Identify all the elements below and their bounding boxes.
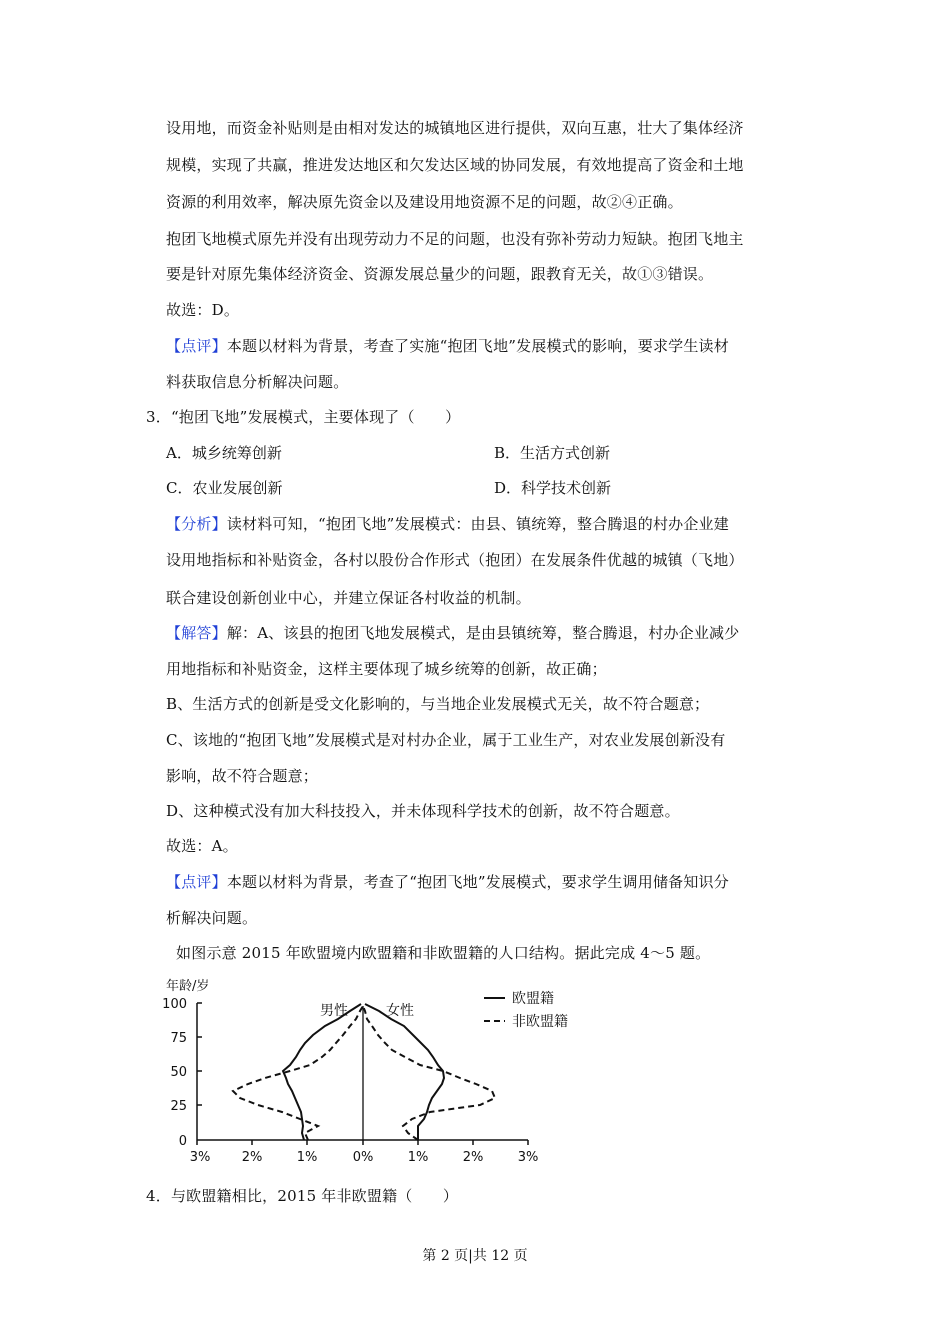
analysis-tag: 【分析】 xyxy=(166,515,227,533)
svg-text:100: 100 xyxy=(162,997,187,1012)
explanation-line: 资源的利用效率，解决原先资金以及建设用地资源不足的问题，故②④正确。 xyxy=(166,193,683,211)
explanation-line: 规模，实现了共赢，推进发达地区和欠发达区域的协同发展，有效地提高了资金和土地 xyxy=(166,156,744,174)
x-axis-ticks xyxy=(190,1150,539,1165)
answer-line: C、该地的“抱团飞地”发展模式是对村办企业，属于工业生产，对农业发展创新没有 xyxy=(166,731,726,749)
question-3-stem: 3．“抱团飞地”发展模式，主要体现了（ ） xyxy=(146,408,461,426)
page-footer: 第 2 页|共 12 页 xyxy=(422,1248,528,1264)
svg-text:50: 50 xyxy=(170,1065,187,1080)
comment-tag: 【点评】 xyxy=(166,873,227,891)
answer-choice-line: 故选：A。 xyxy=(166,837,238,855)
analysis-line: 设用地指标和补贴资金，各村以股份合作形式（抱团）在发展条件优越的城镇（飞地） xyxy=(166,551,744,569)
svg-text:2%: 2% xyxy=(241,1150,263,1165)
answer-line: D、这种模式没有加大科技投入，并未体现科学技术的创新，故不符合题意。 xyxy=(166,802,680,820)
eu-female-line xyxy=(365,1004,444,1140)
answer-line: B、生活方式的创新是受文化影响的，与当地企业发展模式无关，故不符合题意； xyxy=(166,695,710,713)
explanation-line: 抱团飞地模式原先并没有出现劳动力不足的问题，也没有弥补劳动力短缺。抱团飞地主 xyxy=(166,230,744,248)
svg-text:2%: 2% xyxy=(462,1150,484,1165)
option-c: C．农业发展创新 xyxy=(166,479,283,497)
comment-tag: 【点评】 xyxy=(166,337,227,355)
svg-text:75: 75 xyxy=(170,1031,187,1046)
legend-eu: 欧盟籍 xyxy=(512,991,554,1007)
svg-text:1%: 1% xyxy=(407,1150,429,1165)
non-eu-female-line xyxy=(363,1006,495,1140)
intro-4-5: 如图示意 2015 年欧盟境内欧盟籍和非欧盟籍的人口结构。据此完成 4～5 题。 xyxy=(176,944,711,962)
q2-comment xyxy=(166,336,729,356)
option-b: B．生活方式创新 xyxy=(494,444,611,462)
option-a: A．城乡统筹创新 xyxy=(166,444,282,462)
comment-text: 本题以材料为背景，考查了“抱团飞地”发展模式，要求学生调用储备知识分 xyxy=(226,873,729,891)
y-axis-ticks xyxy=(162,997,187,1149)
answer-line: 影响，故不符合题意； xyxy=(166,767,319,785)
svg-text:3%: 3% xyxy=(189,1150,211,1165)
eu-male-line xyxy=(283,1004,361,1140)
option-d: D．科学技术创新 xyxy=(494,479,612,497)
legend xyxy=(484,991,568,1030)
non-eu-male-line xyxy=(233,1006,363,1140)
svg-text:25: 25 xyxy=(170,1099,187,1114)
svg-text:0%: 0% xyxy=(352,1150,374,1165)
explanation-line: 设用地，而资金补贴则是由相对发达的城镇地区进行提供，双向互惠，壮大了集体经济 xyxy=(166,119,744,137)
q2-comment-cont: 料获取信息分析解决问题。 xyxy=(166,373,349,391)
y-axis-label: 年龄/岁 xyxy=(166,979,210,994)
answer-tag: 【解答】 xyxy=(166,624,227,642)
answer-choice-line: 故选：D。 xyxy=(166,301,240,319)
answer-line: 用地指标和补贴资金，这样主要体现了城乡统筹的创新，故正确； xyxy=(166,660,607,678)
analysis-text: 读材料可知，“抱团飞地”发展模式：由县、镇统筹，整合腾退的村办企业建 xyxy=(226,515,729,533)
answer-text: 解：A、该县的抱团飞地发展模式，是由县镇统筹，整合腾退，村办企业减少 xyxy=(226,624,740,642)
svg-text:3%: 3% xyxy=(517,1150,539,1165)
svg-text:0: 0 xyxy=(178,1134,187,1149)
q3-analysis xyxy=(166,514,729,534)
question-4-stem: 4．与欧盟籍相比，2015 年非欧盟籍（ ） xyxy=(146,1187,459,1205)
analysis-line: 联合建设创新创业中心，并建立保证各村收益的机制。 xyxy=(166,589,531,607)
q3-comment xyxy=(166,872,729,892)
male-label: 男性 xyxy=(320,1003,348,1019)
comment-line: 析解决问题。 xyxy=(166,909,258,927)
female-label: 女性 xyxy=(386,1003,414,1019)
svg-text:1%: 1% xyxy=(296,1150,318,1165)
comment-text: 本题以材料为背景，考查了实施“抱团飞地”发展模式的影响，要求学生读材 xyxy=(226,337,729,355)
legend-non-eu: 非欧盟籍 xyxy=(512,1014,568,1030)
explanation-line: 要是针对原先集体经济资金、资源发展总量少的问题，跟教育无关，故①③错误。 xyxy=(166,265,714,283)
population-pyramid-chart xyxy=(160,972,600,1172)
q3-answer xyxy=(166,623,739,643)
